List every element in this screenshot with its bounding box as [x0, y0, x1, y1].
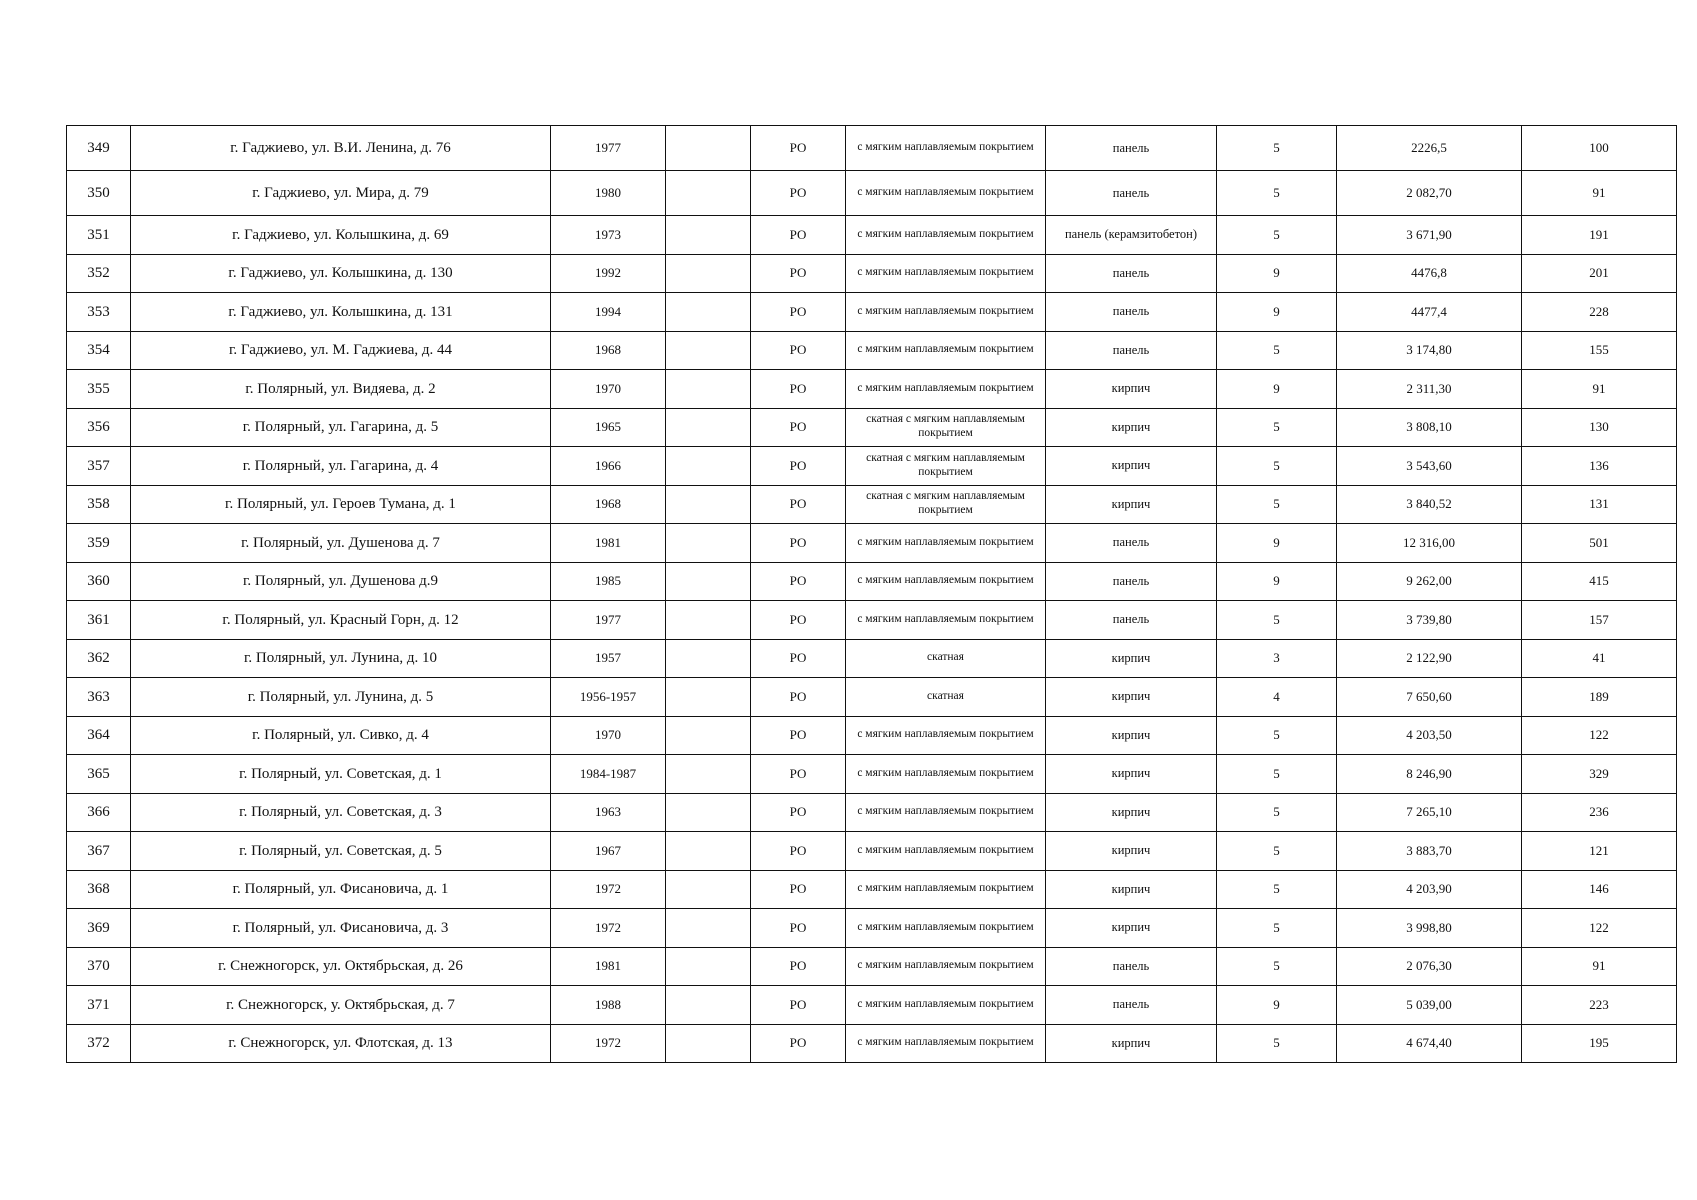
construction-year-cell: 1988: [551, 986, 666, 1025]
wall-material-cell: кирпич: [1046, 793, 1217, 832]
area-cell: 7 265,10: [1337, 793, 1522, 832]
residents-cell: 236: [1522, 793, 1677, 832]
roof-type-cell: скатная с мягким наплавляемым покрытием: [846, 447, 1046, 486]
construction-year-cell: 1968: [551, 485, 666, 524]
address-cell: г. Полярный, ул. Лунина, д. 10: [131, 639, 551, 678]
address-cell: г. Гаджиево, ул. Мира, д. 79: [131, 171, 551, 216]
floors-cell: 9: [1217, 293, 1337, 332]
empty-cell: [666, 793, 751, 832]
area-cell: 3 808,10: [1337, 408, 1522, 447]
table-row: [67, 485, 1677, 524]
wall-material-cell: панель (керамзитобетон): [1046, 216, 1217, 255]
area-cell: 4 674,40: [1337, 1024, 1522, 1063]
floors-cell: 9: [1217, 562, 1337, 601]
housing-registry-table: [66, 125, 1677, 1063]
management-type-cell: РО: [751, 524, 846, 563]
table-row: [67, 254, 1677, 293]
wall-material-cell: панель: [1046, 986, 1217, 1025]
roof-type-cell: с мягким наплавляемым покрытием: [846, 909, 1046, 948]
empty-cell: [666, 408, 751, 447]
roof-type-cell: скатная: [846, 678, 1046, 717]
table-row: [67, 947, 1677, 986]
wall-material-cell: панель: [1046, 562, 1217, 601]
construction-year-cell: 1967: [551, 832, 666, 871]
empty-cell: [666, 601, 751, 640]
row-number-cell: 363: [67, 678, 131, 717]
floors-cell: 9: [1217, 986, 1337, 1025]
table-row: [67, 447, 1677, 486]
table-row: [67, 832, 1677, 871]
wall-material-cell: панель: [1046, 331, 1217, 370]
residents-cell: 223: [1522, 986, 1677, 1025]
construction-year-cell: 1985: [551, 562, 666, 601]
address-cell: г. Гаджиево, ул. Колышкина, д. 131: [131, 293, 551, 332]
roof-type-cell: с мягким наплавляемым покрытием: [846, 293, 1046, 332]
empty-cell: [666, 716, 751, 755]
empty-cell: [666, 870, 751, 909]
residents-cell: 415: [1522, 562, 1677, 601]
residents-cell: 136: [1522, 447, 1677, 486]
construction-year-cell: 1970: [551, 716, 666, 755]
floors-cell: 5: [1217, 1024, 1337, 1063]
management-type-cell: РО: [751, 293, 846, 332]
management-type-cell: РО: [751, 171, 846, 216]
floors-cell: 5: [1217, 408, 1337, 447]
table-row: [67, 793, 1677, 832]
row-number-cell: 361: [67, 601, 131, 640]
empty-cell: [666, 370, 751, 409]
address-cell: г. Полярный, ул. Советская, д. 1: [131, 755, 551, 794]
table-row: [67, 331, 1677, 370]
address-cell: г. Гаджиево, ул. М. Гаджиева, д. 44: [131, 331, 551, 370]
address-cell: г. Полярный, ул. Душенова д. 7: [131, 524, 551, 563]
wall-material-cell: панель: [1046, 254, 1217, 293]
residents-cell: 157: [1522, 601, 1677, 640]
row-number-cell: 367: [67, 832, 131, 871]
floors-cell: 5: [1217, 171, 1337, 216]
residents-cell: 195: [1522, 1024, 1677, 1063]
area-cell: 3 739,80: [1337, 601, 1522, 640]
table-row: [67, 909, 1677, 948]
area-cell: 3 174,80: [1337, 331, 1522, 370]
area-cell: 3 840,52: [1337, 485, 1522, 524]
construction-year-cell: 1992: [551, 254, 666, 293]
management-type-cell: РО: [751, 755, 846, 794]
row-number-cell: 369: [67, 909, 131, 948]
address-cell: г. Снежногорск, у. Октябрьская, д. 7: [131, 986, 551, 1025]
residents-cell: 329: [1522, 755, 1677, 794]
wall-material-cell: кирпич: [1046, 447, 1217, 486]
roof-type-cell: с мягким наплавляемым покрытием: [846, 370, 1046, 409]
empty-cell: [666, 678, 751, 717]
management-type-cell: РО: [751, 1024, 846, 1063]
residents-cell: 191: [1522, 216, 1677, 255]
construction-year-cell: 1977: [551, 126, 666, 171]
construction-year-cell: 1980: [551, 171, 666, 216]
address-cell: г. Снежногорск, ул. Октябрьская, д. 26: [131, 947, 551, 986]
table-row: [67, 870, 1677, 909]
row-number-cell: 364: [67, 716, 131, 755]
row-number-cell: 370: [67, 947, 131, 986]
construction-year-cell: 1972: [551, 909, 666, 948]
area-cell: 4 203,90: [1337, 870, 1522, 909]
empty-cell: [666, 447, 751, 486]
address-cell: г. Полярный, ул. Сивко, д. 4: [131, 716, 551, 755]
floors-cell: 5: [1217, 216, 1337, 255]
row-number-cell: 354: [67, 331, 131, 370]
residents-cell: 91: [1522, 370, 1677, 409]
construction-year-cell: 1965: [551, 408, 666, 447]
row-number-cell: 365: [67, 755, 131, 794]
table-row: [67, 1024, 1677, 1063]
management-type-cell: РО: [751, 331, 846, 370]
empty-cell: [666, 485, 751, 524]
floors-cell: 5: [1217, 909, 1337, 948]
residents-cell: 130: [1522, 408, 1677, 447]
management-type-cell: РО: [751, 562, 846, 601]
roof-type-cell: с мягким наплавляемым покрытием: [846, 254, 1046, 293]
table-row: [67, 986, 1677, 1025]
wall-material-cell: кирпич: [1046, 639, 1217, 678]
construction-year-cell: 1981: [551, 524, 666, 563]
table-row: [67, 678, 1677, 717]
floors-cell: 3: [1217, 639, 1337, 678]
roof-type-cell: с мягким наплавляемым покрытием: [846, 870, 1046, 909]
row-number-cell: 357: [67, 447, 131, 486]
address-cell: г. Гаджиево, ул. Колышкина, д. 69: [131, 216, 551, 255]
address-cell: г. Полярный, ул. Советская, д. 5: [131, 832, 551, 871]
floors-cell: 5: [1217, 793, 1337, 832]
area-cell: 7 650,60: [1337, 678, 1522, 717]
empty-cell: [666, 1024, 751, 1063]
area-cell: 3 671,90: [1337, 216, 1522, 255]
roof-type-cell: с мягким наплавляемым покрытием: [846, 716, 1046, 755]
residents-cell: 155: [1522, 331, 1677, 370]
area-cell: 3 998,80: [1337, 909, 1522, 948]
address-cell: г. Полярный, ул. Красный Горн, д. 12: [131, 601, 551, 640]
construction-year-cell: 1973: [551, 216, 666, 255]
wall-material-cell: панель: [1046, 171, 1217, 216]
floors-cell: 4: [1217, 678, 1337, 717]
residents-cell: 122: [1522, 716, 1677, 755]
roof-type-cell: с мягким наплавляемым покрытием: [846, 601, 1046, 640]
management-type-cell: РО: [751, 870, 846, 909]
address-cell: г. Полярный, ул. Фисановича, д. 1: [131, 870, 551, 909]
address-cell: г. Полярный, ул. Гагарина, д. 4: [131, 447, 551, 486]
construction-year-cell: 1972: [551, 870, 666, 909]
empty-cell: [666, 216, 751, 255]
empty-cell: [666, 171, 751, 216]
residents-cell: 91: [1522, 171, 1677, 216]
construction-year-cell: 1957: [551, 639, 666, 678]
row-number-cell: 371: [67, 986, 131, 1025]
empty-cell: [666, 331, 751, 370]
row-number-cell: 359: [67, 524, 131, 563]
floors-cell: 9: [1217, 370, 1337, 409]
residents-cell: 201: [1522, 254, 1677, 293]
residents-cell: 146: [1522, 870, 1677, 909]
wall-material-cell: кирпич: [1046, 716, 1217, 755]
management-type-cell: РО: [751, 909, 846, 948]
row-number-cell: 352: [67, 254, 131, 293]
table-row: [67, 370, 1677, 409]
residents-cell: 189: [1522, 678, 1677, 717]
table-row: [67, 562, 1677, 601]
construction-year-cell: 1984-1987: [551, 755, 666, 794]
row-number-cell: 355: [67, 370, 131, 409]
residents-cell: 41: [1522, 639, 1677, 678]
address-cell: г. Снежногорск, ул. Флотская, д. 13: [131, 1024, 551, 1063]
wall-material-cell: панель: [1046, 524, 1217, 563]
management-type-cell: РО: [751, 254, 846, 293]
floors-cell: 5: [1217, 126, 1337, 171]
address-cell: г. Гаджиево, ул. В.И. Ленина, д. 76: [131, 126, 551, 171]
wall-material-cell: кирпич: [1046, 370, 1217, 409]
table-row: [67, 408, 1677, 447]
wall-material-cell: кирпич: [1046, 870, 1217, 909]
area-cell: 4477,4: [1337, 293, 1522, 332]
row-number-cell: 366: [67, 793, 131, 832]
wall-material-cell: кирпич: [1046, 408, 1217, 447]
roof-type-cell: с мягким наплавляемым покрытием: [846, 331, 1046, 370]
row-number-cell: 372: [67, 1024, 131, 1063]
management-type-cell: РО: [751, 793, 846, 832]
area-cell: 2 122,90: [1337, 639, 1522, 678]
roof-type-cell: с мягким наплавляемым покрытием: [846, 755, 1046, 794]
roof-type-cell: с мягким наплавляемым покрытием: [846, 793, 1046, 832]
management-type-cell: РО: [751, 716, 846, 755]
floors-cell: 5: [1217, 447, 1337, 486]
empty-cell: [666, 254, 751, 293]
roof-type-cell: с мягким наплавляемым покрытием: [846, 562, 1046, 601]
area-cell: 2 311,30: [1337, 370, 1522, 409]
empty-cell: [666, 947, 751, 986]
address-cell: г. Полярный, ул. Душенова д.9: [131, 562, 551, 601]
row-number-cell: 350: [67, 171, 131, 216]
area-cell: 4 203,50: [1337, 716, 1522, 755]
table-row: [67, 293, 1677, 332]
table-row: [67, 216, 1677, 255]
management-type-cell: РО: [751, 947, 846, 986]
address-cell: г. Полярный, ул. Лунина, д. 5: [131, 678, 551, 717]
table-row: [67, 639, 1677, 678]
floors-cell: 5: [1217, 947, 1337, 986]
area-cell: 12 316,00: [1337, 524, 1522, 563]
floors-cell: 5: [1217, 870, 1337, 909]
row-number-cell: 351: [67, 216, 131, 255]
management-type-cell: РО: [751, 678, 846, 717]
floors-cell: 5: [1217, 331, 1337, 370]
residents-cell: 121: [1522, 832, 1677, 871]
empty-cell: [666, 986, 751, 1025]
empty-cell: [666, 293, 751, 332]
empty-cell: [666, 639, 751, 678]
roof-type-cell: с мягким наплавляемым покрытием: [846, 524, 1046, 563]
construction-year-cell: 1966: [551, 447, 666, 486]
area-cell: 2 082,70: [1337, 171, 1522, 216]
wall-material-cell: кирпич: [1046, 1024, 1217, 1063]
table-row: [67, 755, 1677, 794]
roof-type-cell: скатная: [846, 639, 1046, 678]
roof-type-cell: скатная с мягким наплавляемым покрытием: [846, 408, 1046, 447]
area-cell: 9 262,00: [1337, 562, 1522, 601]
roof-type-cell: с мягким наплавляемым покрытием: [846, 832, 1046, 871]
empty-cell: [666, 562, 751, 601]
wall-material-cell: панель: [1046, 126, 1217, 171]
residents-cell: 501: [1522, 524, 1677, 563]
empty-cell: [666, 755, 751, 794]
table-row: [67, 126, 1677, 171]
table-row: [67, 601, 1677, 640]
roof-type-cell: с мягким наплавляемым покрытием: [846, 171, 1046, 216]
management-type-cell: РО: [751, 370, 846, 409]
area-cell: 3 883,70: [1337, 832, 1522, 871]
management-type-cell: РО: [751, 832, 846, 871]
floors-cell: 9: [1217, 254, 1337, 293]
empty-cell: [666, 126, 751, 171]
area-cell: 2226,5: [1337, 126, 1522, 171]
residents-cell: 228: [1522, 293, 1677, 332]
construction-year-cell: 1994: [551, 293, 666, 332]
management-type-cell: РО: [751, 126, 846, 171]
construction-year-cell: 1977: [551, 601, 666, 640]
management-type-cell: РО: [751, 408, 846, 447]
wall-material-cell: кирпич: [1046, 832, 1217, 871]
construction-year-cell: 1968: [551, 331, 666, 370]
management-type-cell: РО: [751, 601, 846, 640]
roof-type-cell: с мягким наплавляемым покрытием: [846, 1024, 1046, 1063]
row-number-cell: 358: [67, 485, 131, 524]
empty-cell: [666, 909, 751, 948]
residents-cell: 91: [1522, 947, 1677, 986]
wall-material-cell: кирпич: [1046, 485, 1217, 524]
row-number-cell: 349: [67, 126, 131, 171]
residents-cell: 122: [1522, 909, 1677, 948]
wall-material-cell: кирпич: [1046, 909, 1217, 948]
address-cell: г. Полярный, ул. Фисановича, д. 3: [131, 909, 551, 948]
empty-cell: [666, 832, 751, 871]
wall-material-cell: панель: [1046, 601, 1217, 640]
empty-cell: [666, 524, 751, 563]
table-row: [67, 716, 1677, 755]
row-number-cell: 353: [67, 293, 131, 332]
floors-cell: 5: [1217, 716, 1337, 755]
address-cell: г. Гаджиево, ул. Колышкина, д. 130: [131, 254, 551, 293]
area-cell: 2 076,30: [1337, 947, 1522, 986]
wall-material-cell: панель: [1046, 947, 1217, 986]
construction-year-cell: 1972: [551, 1024, 666, 1063]
row-number-cell: 356: [67, 408, 131, 447]
roof-type-cell: с мягким наплавляемым покрытием: [846, 126, 1046, 171]
roof-type-cell: с мягким наплавляемым покрытием: [846, 216, 1046, 255]
address-cell: г. Полярный, ул. Героев Тумана, д. 1: [131, 485, 551, 524]
row-number-cell: 362: [67, 639, 131, 678]
floors-cell: 5: [1217, 485, 1337, 524]
floors-cell: 5: [1217, 832, 1337, 871]
residents-cell: 100: [1522, 126, 1677, 171]
management-type-cell: РО: [751, 639, 846, 678]
area-cell: 8 246,90: [1337, 755, 1522, 794]
construction-year-cell: 1970: [551, 370, 666, 409]
management-type-cell: РО: [751, 447, 846, 486]
table-row: [67, 524, 1677, 563]
area-cell: 4476,8: [1337, 254, 1522, 293]
area-cell: 5 039,00: [1337, 986, 1522, 1025]
residents-cell: 131: [1522, 485, 1677, 524]
management-type-cell: РО: [751, 986, 846, 1025]
wall-material-cell: кирпич: [1046, 755, 1217, 794]
wall-material-cell: кирпич: [1046, 678, 1217, 717]
management-type-cell: РО: [751, 485, 846, 524]
address-cell: г. Полярный, ул. Видяева, д. 2: [131, 370, 551, 409]
row-number-cell: 368: [67, 870, 131, 909]
row-number-cell: 360: [67, 562, 131, 601]
roof-type-cell: с мягким наплавляемым покрытием: [846, 986, 1046, 1025]
area-cell: 3 543,60: [1337, 447, 1522, 486]
roof-type-cell: с мягким наплавляемым покрытием: [846, 947, 1046, 986]
floors-cell: 9: [1217, 524, 1337, 563]
construction-year-cell: 1981: [551, 947, 666, 986]
construction-year-cell: 1956-1957: [551, 678, 666, 717]
floors-cell: 5: [1217, 601, 1337, 640]
floors-cell: 5: [1217, 755, 1337, 794]
address-cell: г. Полярный, ул. Советская, д. 3: [131, 793, 551, 832]
roof-type-cell: скатная с мягким наплавляемым покрытием: [846, 485, 1046, 524]
construction-year-cell: 1963: [551, 793, 666, 832]
table-body: [67, 126, 1677, 1063]
wall-material-cell: панель: [1046, 293, 1217, 332]
table-row: [67, 171, 1677, 216]
management-type-cell: РО: [751, 216, 846, 255]
address-cell: г. Полярный, ул. Гагарина, д. 5: [131, 408, 551, 447]
